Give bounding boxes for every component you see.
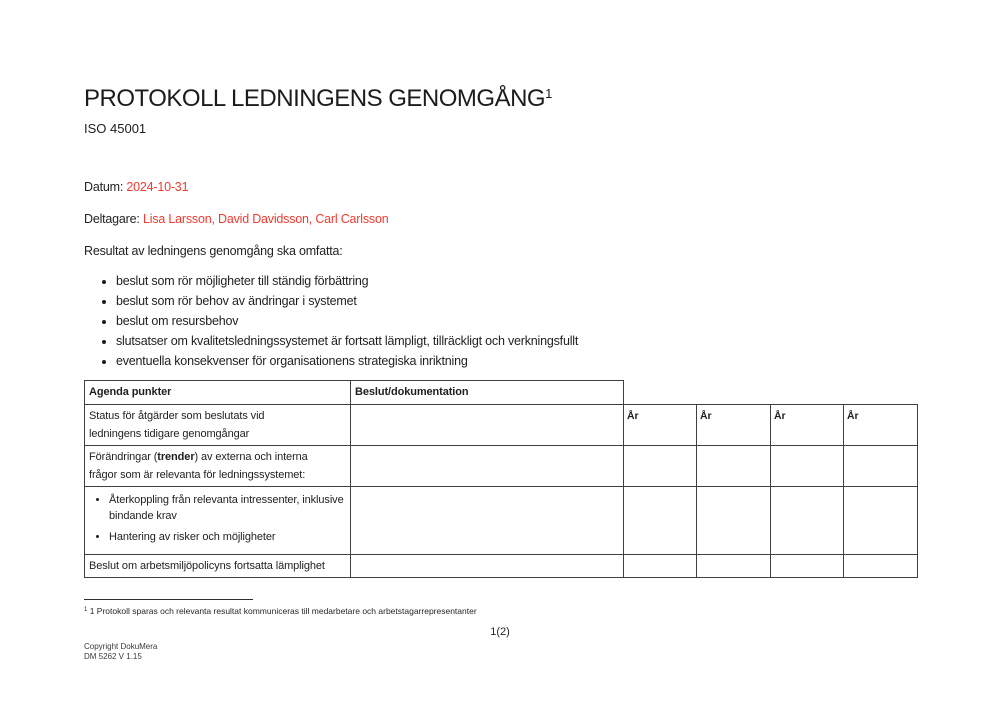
participants-label: Deltagare: (84, 212, 140, 226)
year-cell (697, 555, 771, 578)
date-label: Datum: (84, 180, 124, 194)
changes-line-1 (89, 448, 346, 466)
document-title-text: PROTOKOLL LEDNINGENS GENOMGÅNG (84, 85, 546, 112)
changes-bullets-cell (85, 487, 351, 555)
protocol-table (84, 380, 918, 578)
status-line-2: ledningens tidigare genomgångar (89, 428, 250, 440)
header-spacer (697, 381, 771, 405)
year-header-cell: År (697, 405, 771, 446)
bullet-line: bindande krav (109, 510, 177, 522)
table-row (85, 487, 918, 555)
table-row (85, 555, 918, 578)
year-cell (844, 487, 918, 555)
changes-line-2: frågor som är relevanta för ledningssystemet: (89, 469, 306, 481)
year-cell (624, 555, 697, 578)
list-item: • beslut om resursbehov (116, 311, 578, 331)
year-header-cell: År (844, 405, 918, 446)
document-title (84, 85, 552, 113)
participants-line (84, 212, 388, 226)
bullets-decision-cell (351, 487, 624, 555)
list-item (109, 529, 346, 545)
table-row (85, 446, 918, 487)
document-id-line: DM 5262 V 1.15 (84, 652, 142, 661)
date-value: 2024-10-31 (126, 180, 189, 194)
status-line-1: Status för åtgärder som beslutats vid (89, 410, 265, 422)
footnote-divider (84, 599, 253, 600)
year-cell (844, 446, 918, 487)
footnote-marker: 1 (84, 607, 88, 613)
list-item: • beslut som rör möjligheter till ständig förbättring (116, 271, 578, 291)
table-row (85, 405, 918, 446)
year-header-cell: År (771, 405, 844, 446)
changes-agenda-cell (85, 446, 351, 487)
list-item (109, 492, 346, 524)
table-header-row (85, 381, 918, 405)
page-number: 1(2) (490, 626, 510, 638)
year-header-cell: År (624, 405, 697, 446)
participants-value: Lisa Larsson, David Davidsson, Carl Carlsson (142, 212, 389, 226)
title-footnote-reference: 1 (545, 86, 552, 101)
status-decision-cell (351, 405, 624, 446)
year-cell (771, 487, 844, 555)
year-cell (844, 555, 918, 578)
changes-bullet-list (89, 492, 346, 545)
year-cell (697, 487, 771, 555)
changes-decision-cell (351, 446, 624, 487)
year-cell (697, 446, 771, 487)
intro-paragraph: Resultat av ledningens genomgång ska omfatta: (84, 244, 343, 258)
header-spacer (844, 381, 918, 405)
year-cell (624, 487, 697, 555)
results-list (84, 271, 578, 371)
bullet-line: • Hantering av risker och möjligheter (109, 531, 276, 543)
header-spacer (624, 381, 697, 405)
document-subtitle: ISO 45001 (84, 121, 147, 136)
policy-decision-cell (351, 555, 624, 578)
year-cell (771, 446, 844, 487)
copyright-block (84, 642, 157, 662)
header-cell-decision: Beslut/dokumentation (351, 381, 624, 405)
list-item: • eventuella konsekvenser för organisationens strategiska inriktning (116, 351, 578, 371)
header-spacer (771, 381, 844, 405)
list-item: • beslut som rör behov av ändringar i systemet (116, 291, 578, 311)
bullet-line: • Återkoppling från relevanta intressenter, inklusive (109, 494, 344, 506)
date-line (84, 180, 188, 194)
list-item: • slutsatser om kvalitetsledningssystemet är fortsatt lämpligt, tillräckligt och verkningsfullt (116, 331, 578, 351)
footnote (84, 606, 477, 616)
changes-bold-word: trender (157, 451, 195, 463)
footnote-text: 1 Protokoll sparas och relevanta resultat kommuniceras till medarbetare och arbetstagarrepresentanter (89, 606, 477, 616)
year-cell (624, 446, 697, 487)
header-cell-agenda: Agenda punkter (85, 381, 351, 405)
status-agenda-cell (85, 405, 351, 446)
copyright-line: Copyright DokuMera (84, 642, 158, 651)
changes-prefix: Förändringar ( (89, 451, 158, 463)
year-cell (771, 555, 844, 578)
policy-agenda-cell: Beslut om arbetsmiljöpolicyns fortsatta lämplighet (85, 555, 351, 578)
changes-line1-rest: ) av externa och interna (194, 451, 308, 463)
